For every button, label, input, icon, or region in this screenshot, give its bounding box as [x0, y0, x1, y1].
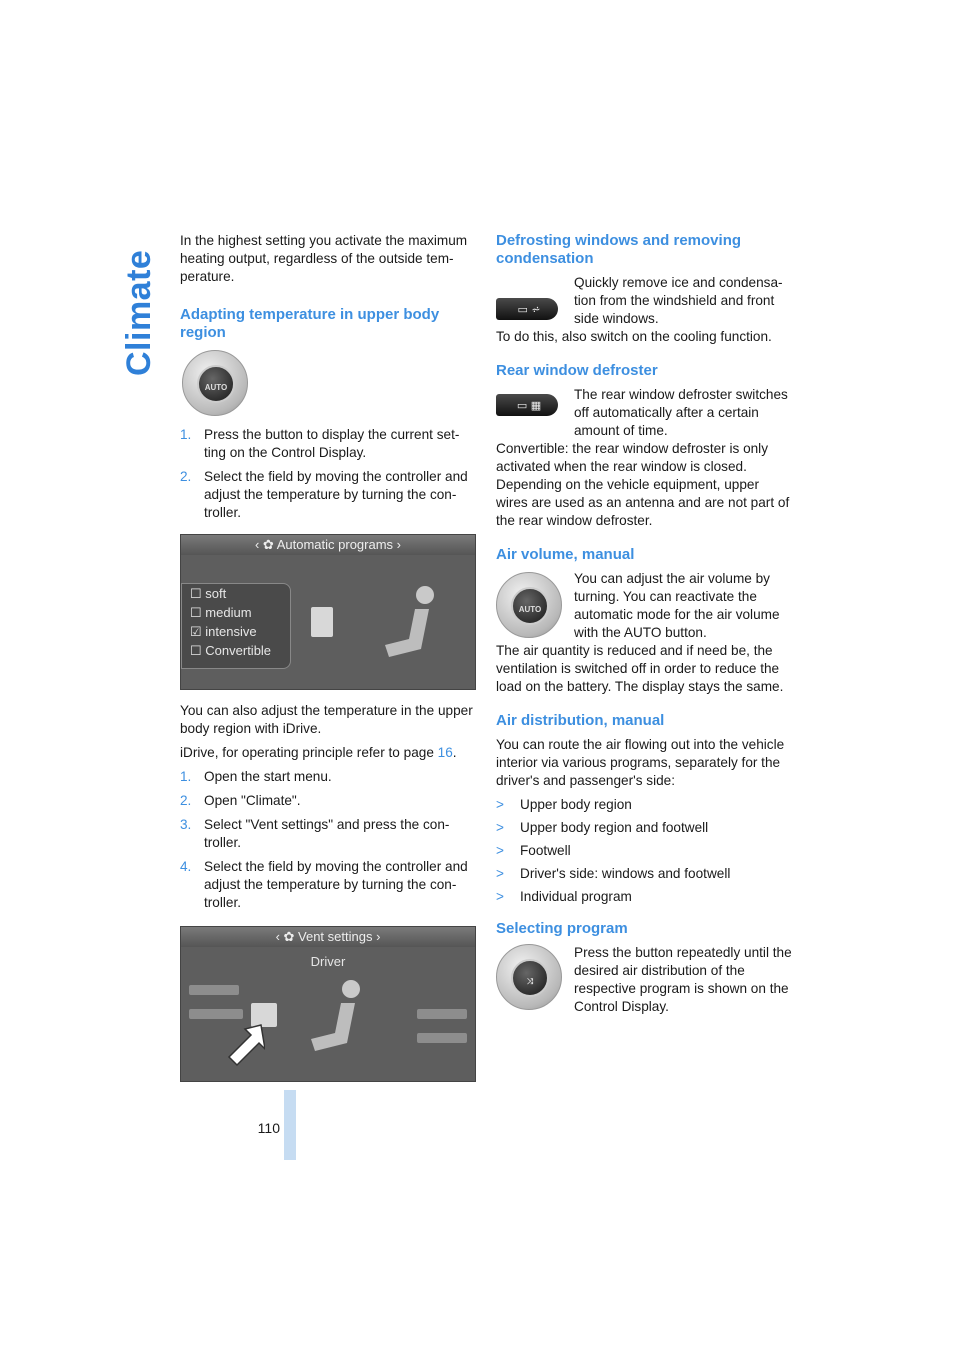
list-item: 2. Open "Climate".	[180, 793, 301, 808]
list-item: 2. Select the field by moving the controller and adjust the temperature by turning the con-troller.	[180, 469, 468, 520]
heading-rear-window: Rear window defroster	[496, 362, 658, 379]
list-item: > Footwell	[496, 843, 571, 858]
option-soft: ☐ soft	[190, 586, 227, 601]
heading-defrosting: Defrosting windows and removing condensation	[496, 232, 742, 267]
defrost-note: To do this, also switch on the cooling function.	[496, 329, 772, 344]
select-row	[496, 944, 792, 1016]
rear-note-2: Depending on the vehicle equipment, upper wires are used as an antenna and are not part of the rear window defroster.	[496, 477, 790, 528]
air-distribution-button-icon: ⤨	[496, 944, 562, 1010]
auto-knob-icon: AUTO	[182, 350, 248, 416]
page-tab-marker	[284, 1090, 296, 1160]
chapter-title: Climate	[120, 249, 158, 376]
right-field	[417, 1009, 467, 1019]
left-field	[189, 1009, 243, 1019]
page-number: 110	[257, 1120, 280, 1136]
select-text: Press the button repeatedly until the desired air distribution of the respective program is shown on the Control Display.	[574, 945, 792, 1014]
left-column	[180, 232, 476, 1082]
list-item: 1. Open the start menu.	[180, 769, 332, 784]
temperature-field	[311, 607, 333, 637]
defrost-row	[496, 274, 792, 328]
rear-defroster-button-icon: ▭ ▦	[496, 394, 558, 416]
list-item: > Upper body region	[496, 797, 632, 812]
air-volume-knob-icon: AUTO	[496, 572, 562, 638]
seat-figure-icon	[369, 579, 449, 669]
idrive-paragraph: You can also adjust the temperature in the upper body region with iDrive.	[180, 703, 473, 736]
seat-figure-icon	[301, 973, 381, 1063]
right-field	[417, 1033, 467, 1043]
option-convertible: ☐ Convertible	[190, 643, 272, 658]
idrive-reference: iDrive, for operating principle refer to page 16.	[180, 745, 457, 760]
rear-row	[496, 386, 792, 440]
list-item: > Upper body region and footwell	[496, 820, 709, 835]
screen-subtitle: Driver	[310, 954, 346, 969]
airvol-row	[496, 570, 792, 642]
list-item: > Driver's side: windows and footwell	[496, 866, 731, 881]
automatic-programs-screenshot	[180, 534, 476, 690]
list-item: 3. Select "Vent settings" and press the con-troller.	[180, 817, 450, 850]
rear-text: The rear window defroster switches off automatically after a certain amount of time.	[574, 387, 788, 438]
heading-selecting-program: Selecting program	[496, 920, 628, 937]
right-column	[496, 232, 792, 1016]
airvol-text: You can adjust the air volume by turning. You can reactivate the automatic mode for the air volume with the AUTO button.	[574, 571, 780, 640]
heading-air-volume: Air volume, manual	[496, 546, 635, 563]
options-panel	[181, 583, 291, 669]
list-item: > Individual program	[496, 889, 632, 904]
heading-air-distribution: Air distribution, manual	[496, 712, 665, 729]
vent-settings-screenshot	[180, 926, 476, 1082]
screen-title: ‹ ✿ Automatic programs ›	[181, 535, 475, 555]
page-link[interactable]: 16	[437, 745, 453, 760]
airdist-list	[496, 796, 792, 906]
steps-list-2	[180, 768, 476, 912]
option-intensive: ☑ intensive	[190, 624, 257, 639]
airdist-text: You can route the air flowing out into the vehicle interior via various programs, separately for the driver's and passenger's side:	[496, 737, 785, 788]
steps-list-1	[180, 426, 476, 522]
option-medium: ☐ medium	[190, 605, 252, 620]
screen-title: ‹ ✿ Vent settings ›	[181, 927, 475, 947]
list-item: 4. Select the field by moving the controller and adjust the temperature by turning the con-troller.	[180, 859, 468, 910]
heading-upper-body: Adapting temperature in upper body region	[180, 306, 440, 341]
defrost-button-icon: ▭ ⩫	[496, 298, 558, 320]
defrost-text: Quickly remove ice and condensa-tion from the windshield and front side windows.	[574, 275, 783, 326]
list-item: 1. Press the button to display the current set-ting on the Control Display.	[180, 427, 460, 460]
left-field	[189, 985, 239, 995]
arrow-pointer-icon	[225, 1021, 265, 1067]
intro-paragraph: In the highest setting you activate the maximum heating output, regardless of the outside tem-perature.	[180, 233, 468, 284]
rear-note-1: Convertible: the rear window defroster is only activated when the rear window is closed.	[496, 441, 769, 474]
airvol-note: The air quantity is reduced and if need be, the ventilation is switched off in order to reduce the load on the battery. The display stays the same.	[496, 643, 784, 694]
